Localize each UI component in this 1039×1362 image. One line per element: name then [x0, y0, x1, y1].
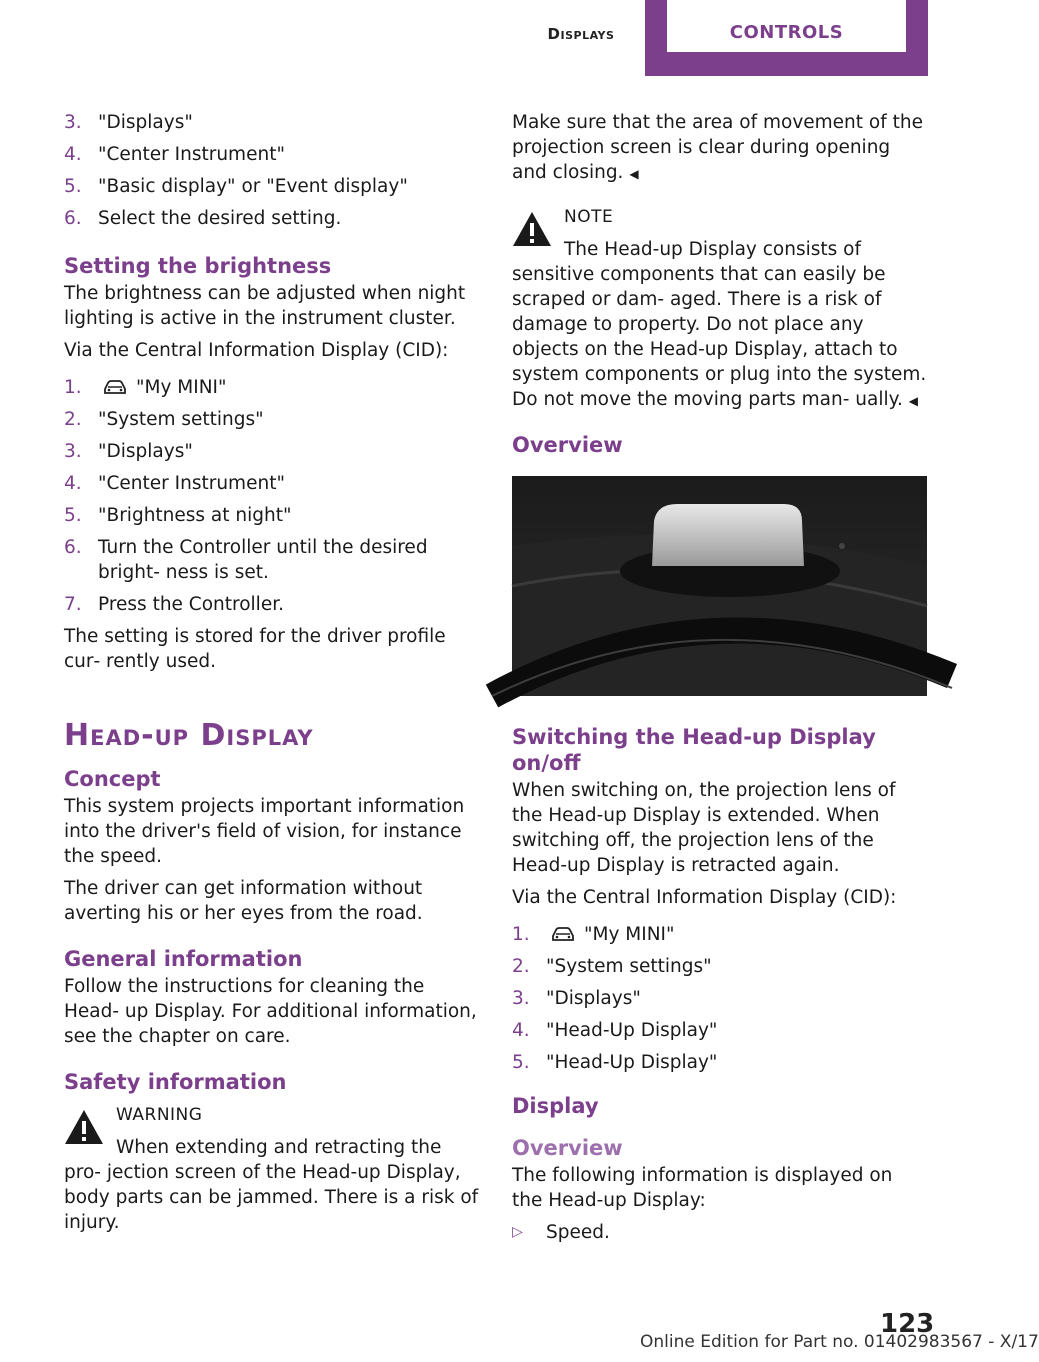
note-block — [512, 205, 927, 414]
step-number: 4. — [512, 1020, 530, 1041]
switch-heading: Switching the Head-up Display on/off — [512, 725, 876, 775]
step-number: 1. — [512, 924, 530, 945]
list-item — [64, 535, 479, 585]
warning-icon — [64, 1109, 104, 1145]
step-text: "My MINI" — [136, 377, 227, 398]
stored-note: The setting is stored for the driver profile cur‐ rently used. — [64, 626, 446, 672]
bullet-text: Speed. — [546, 1222, 610, 1243]
list-item — [64, 375, 479, 400]
list-item — [512, 1050, 927, 1075]
footer-edition: Online Edition for Part no. 01402983567 - X/17 — [640, 1332, 1039, 1352]
brightness-steps — [64, 375, 479, 617]
concept-heading: Concept — [64, 767, 161, 791]
safety-heading: Safety information — [64, 1070, 287, 1094]
note-text — [512, 237, 927, 414]
step-number: 5. — [64, 505, 82, 526]
warning-text: When extending and retracting the pro‐ jection screen of the Head-up Display, body parts can be jammed. There is a risk of injury. — [64, 1137, 479, 1233]
step-text: Select the desired setting. — [98, 208, 342, 229]
step-text: "Center Instrument" — [98, 144, 285, 165]
step-text: "Center Instrument" — [98, 473, 285, 494]
left-column — [64, 110, 479, 1242]
step-text: "Displays" — [98, 441, 193, 462]
warning-continuation — [512, 110, 927, 187]
step-number: 2. — [64, 409, 82, 430]
step-number: 6. — [64, 208, 82, 229]
concept-paragraph-2: The driver can get information without averting his or her eyes from the road. — [64, 878, 423, 924]
general-info-heading: General information — [64, 947, 303, 971]
step-number: 3. — [64, 112, 82, 133]
hud-steps — [512, 922, 927, 1075]
step-text: "System settings" — [98, 409, 264, 430]
step-text: "Basic display" or "Event display" — [98, 176, 408, 197]
overview-heading: Overview — [512, 433, 623, 457]
list-item — [64, 439, 479, 464]
step-text: "Head-Up Display" — [546, 1020, 718, 1041]
step-number: 5. — [512, 1052, 530, 1073]
chapter-title: CONTROLS — [667, 0, 906, 52]
list-item — [512, 954, 927, 979]
hud-section-title: Head-up Display — [64, 718, 314, 753]
step-number: 3. — [512, 988, 530, 1009]
step-number: 2. — [512, 956, 530, 977]
overview-subheading: Overview — [512, 1136, 623, 1160]
brightness-heading: Setting the brightness — [64, 254, 332, 278]
list-item — [512, 986, 927, 1011]
list-item — [64, 206, 479, 231]
step-text: "Head-Up Display" — [546, 1052, 718, 1073]
display-settings-steps — [64, 110, 479, 231]
list-item — [64, 592, 479, 617]
step-text: Press the Controller. — [98, 594, 284, 615]
list-item — [64, 471, 479, 496]
list-item — [512, 1018, 927, 1043]
step-text: Turn the Controller until the desired bright‐ ness is set. — [98, 537, 428, 583]
step-text: "Displays" — [546, 988, 641, 1009]
brightness-cid-intro: Via the Central Information Display (CID): — [64, 340, 449, 361]
car-icon — [550, 926, 576, 942]
list-item — [64, 142, 479, 167]
note-text-body: The Head-up Display consists of sensitive components that can easily be scraped or dam‐ aged. There is a risk of damage to property. Do not place any objects on the Head-up Display, attach to system components or plug into the system. Do not move the moving parts man‐ ually. — [512, 239, 927, 410]
step-number: 6. — [64, 537, 82, 558]
note-label: NOTE — [564, 207, 614, 227]
list-item — [64, 174, 479, 199]
step-number: 3. — [64, 441, 82, 462]
right-column — [512, 110, 927, 1245]
warning-block — [64, 1103, 479, 1235]
step-number: 7. — [64, 594, 82, 615]
step-number: 4. — [64, 473, 82, 494]
switch-paragraph: When switching on, the projection lens of the Head-up Display is extended. When switching off, the projection lens of the Head-up Display is retracted again. — [512, 780, 896, 876]
step-text: "My MINI" — [584, 924, 675, 945]
switch-cid-intro: Via the Central Information Display (CID): — [512, 887, 897, 908]
caution-icon — [512, 211, 552, 247]
end-mark: ◀ — [629, 167, 639, 181]
end-mark: ◀ — [908, 394, 918, 408]
step-number: 4. — [64, 144, 82, 165]
brightness-paragraph: The brightness can be adjusted when night lighting is active in the instrument cluster. — [64, 283, 466, 329]
list-item — [512, 1220, 927, 1245]
warning-continuation-text: Make sure that the area of movement of the projection screen is clear during opening and closing. — [512, 112, 923, 183]
concept-paragraph-1: This system projects important information into the driver's field of vision, for instance the speed. — [64, 796, 465, 867]
page-number: 123 — [880, 1309, 935, 1339]
list-item — [64, 503, 479, 528]
head-up-display-photo — [512, 476, 927, 696]
list-item — [64, 110, 479, 135]
step-number: 5. — [64, 176, 82, 197]
list-item — [512, 922, 927, 947]
car-icon — [102, 379, 128, 395]
list-item — [64, 407, 479, 432]
bullet-triangle-icon: ▷ — [512, 1224, 523, 1240]
general-info-paragraph: Follow the instructions for cleaning the Head- up Display. For additional information, see the chapter on care. — [64, 976, 477, 1047]
step-text: "System settings" — [546, 956, 712, 977]
running-header-section: Displays — [547, 25, 615, 43]
display-heading: Display — [512, 1094, 599, 1118]
step-text: "Displays" — [98, 112, 193, 133]
step-number: 1. — [64, 377, 82, 398]
warning-label: WARNING — [116, 1105, 203, 1125]
step-text: "Brightness at night" — [98, 505, 292, 526]
overview-paragraph: The following information is displayed on the Head-up Display: — [512, 1165, 893, 1211]
